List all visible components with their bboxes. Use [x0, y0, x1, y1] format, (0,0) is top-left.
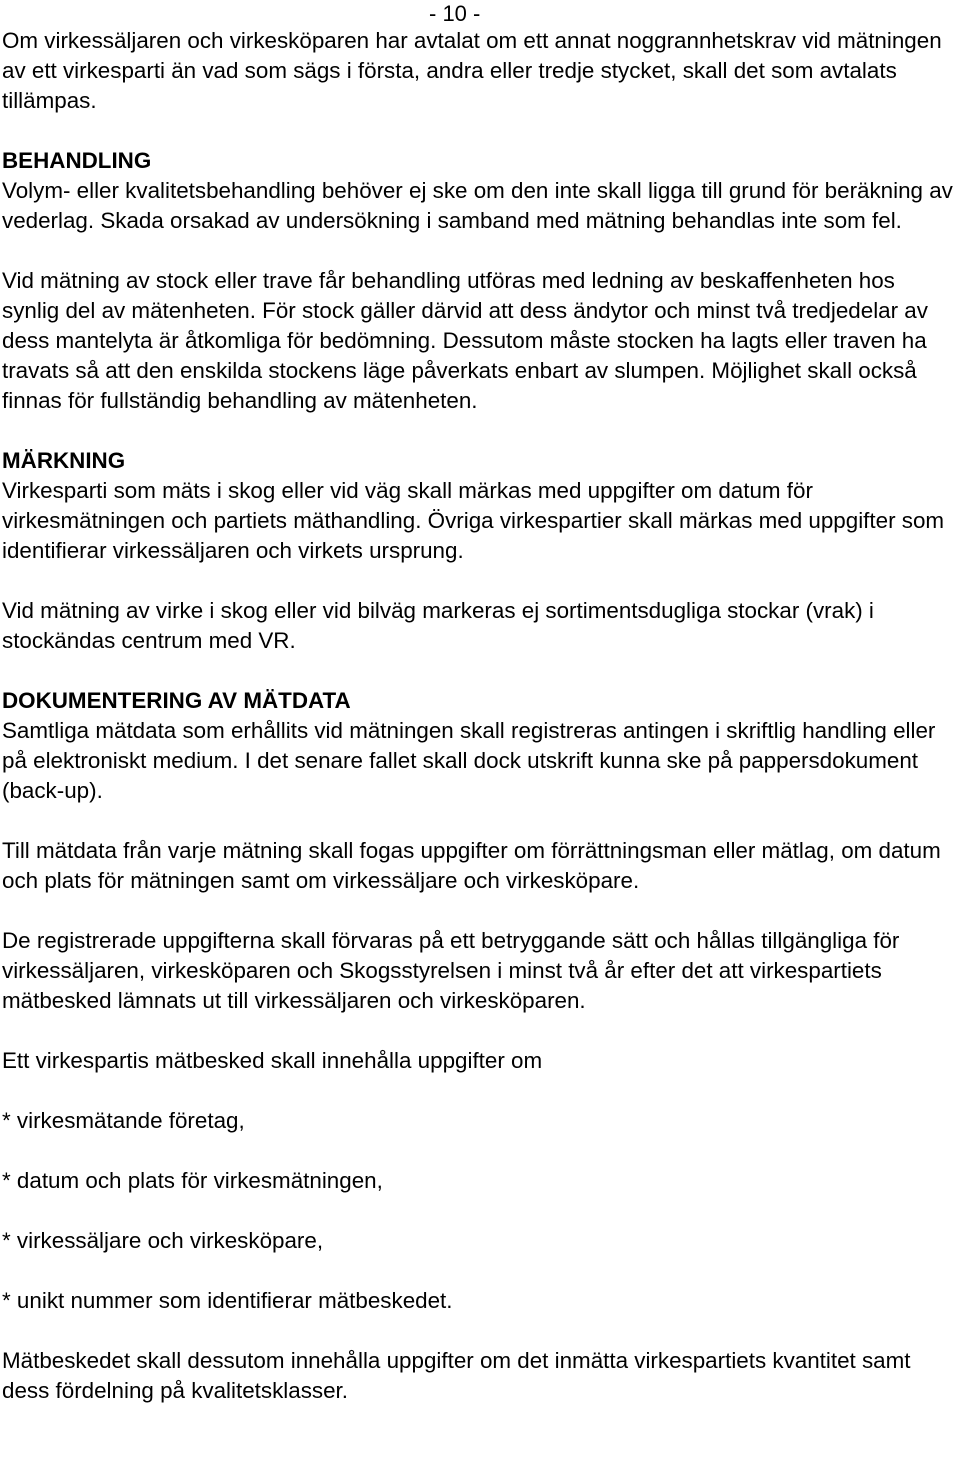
- list-item: * virkesmätande företag,: [2, 1108, 245, 1133]
- list-item: * virkessäljare och virkesköpare,: [2, 1228, 324, 1253]
- dokumentering-paragraph-3: De registrerade uppgifterna skall förvaras på ett betryggande sätt och hållas tillgängliga för virkessäljaren, virkesköparen och Skogsstyrelsen i minst två år efter det att virkespartiets mätbesked lämnats ut till virkessäljaren och virkesköparen.: [2, 928, 900, 1013]
- behandling-paragraph-1: Volym- eller kvalitetsbehandling behöver ej ske om den inte skall ligga till grund för beräkning av vederlag. Skada orsakad av undersökning i samband med mätning behandlas inte som fel.: [2, 178, 953, 233]
- dokumentering-paragraph-4: Ett virkespartis mätbesked skall innehålla uppgifter om: [2, 1048, 543, 1073]
- heading-markning: MÄRKNING: [2, 448, 126, 473]
- dokumentering-paragraph-1: Samtliga mätdata som erhållits vid mätningen skall registreras antingen i skriftlig handling eller på elektroniskt medium. I det senare fallet skall dock utskrift kunna ske på pappersdokument (back-up).: [2, 718, 936, 803]
- behandling-paragraph-2: Vid mätning av stock eller trave får behandling utföras med ledning av beskaffenheten hos synlig del av mätenheten. För stock gäller därvid att dess ändytor och minst två tredjedelar av dess mantelyta är åtkomliga för bedömning. Dessutom måste stocken ha lagts eller traven ha travats så att den enskilda stockens läge påverkats enbart av slumpen. Möjlighet skall också finnas för fullständig behandling av mätenheten.: [2, 268, 928, 413]
- list-item: * unikt nummer som identifierar mätbeskedet.: [2, 1288, 453, 1313]
- dokumentering-paragraph-2: Till mätdata från varje mätning skall fogas uppgifter om förrättningsman eller mätlag, om datum och plats för mätningen samt om virkessäljare och virkesköpare.: [2, 838, 941, 893]
- list-item: * datum och plats för virkesmätningen,: [2, 1168, 383, 1193]
- markning-paragraph-1: Virkesparti som mäts i skog eller vid väg skall märkas med uppgifter om datum för virkesmätningen och partiets mäthandling. Övriga virkespartier skall märkas med uppgifter som identifierar virkessäljaren och virkets ursprung.: [2, 478, 945, 563]
- intro-paragraph: Om virkessäljaren och virkesköparen har avtalat om ett annat noggrannhetskrav vid mätningen av ett virkesparti än vad som sägs i första, andra eller tredje stycket, skall det som avtalats tillämpas.: [2, 28, 942, 113]
- page-number: - 10 -: [429, 1, 481, 26]
- heading-dokumentering: DOKUMENTERING AV MÄTDATA: [2, 688, 351, 713]
- heading-behandling: BEHANDLING: [2, 148, 152, 173]
- document-body: [2, 26, 958, 1406]
- dokumentering-paragraph-5: Mätbeskedet skall dessutom innehålla uppgifter om det inmätta virkespartiets kvantitet samt dess fördelning på kvalitetsklasser.: [2, 1348, 911, 1403]
- markning-paragraph-2: Vid mätning av virke i skog eller vid bilväg markeras ej sortimentsdugliga stockar (vrak) i stockändas centrum med VR.: [2, 598, 874, 653]
